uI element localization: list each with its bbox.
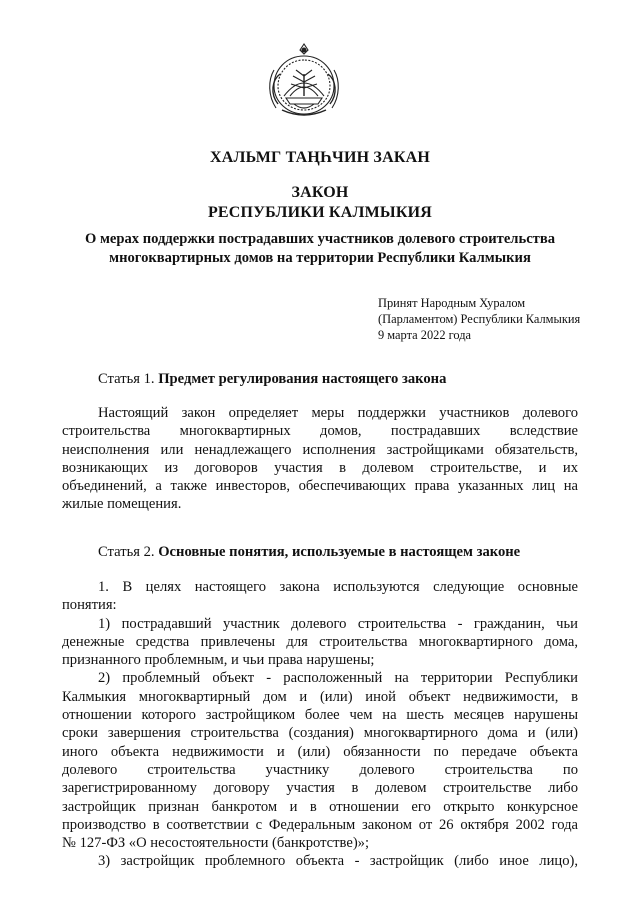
text-line: производство в соответствии с Федеральным законом от 26 октября 2002 года bbox=[62, 816, 578, 833]
text-line: жилые помещения. bbox=[62, 496, 182, 513]
text-line: зарегистрированному договору участия в долевом строительстве либо bbox=[62, 780, 578, 797]
article-2-heading bbox=[98, 543, 520, 562]
republic-name: РЕСПУБЛИКИ КАЛМЫКИЯ bbox=[207, 204, 433, 221]
text-line: строительства многоквартирных домов, пострадавших вследствие bbox=[62, 423, 578, 440]
text-line: иного объекта недвижимости и (или) обязанности по передаче объекта bbox=[62, 743, 578, 760]
text-line: 1) пострадавший участник долевого строительства - гражданин, чьи bbox=[98, 615, 578, 632]
law-title-line: О мерах поддержки пострадавших участников долевого строительства bbox=[84, 231, 556, 247]
text-line: 1. В целях настоящего закона используются следующие основные bbox=[98, 579, 578, 595]
adoption-block bbox=[378, 295, 580, 343]
text-line: сроки завершения строительства (создания) многоквартирного дома и (или) bbox=[62, 725, 578, 742]
coat-of-arms-emblem bbox=[260, 40, 348, 120]
adoption-line: (Парламентом) Республики Калмыкия bbox=[378, 312, 581, 326]
article-title: Основные понятия, используемые в настоящем законе bbox=[158, 544, 521, 560]
text-line: отношении которого застройщиком более чем на шесть месяцев нарушены bbox=[62, 707, 578, 724]
text-line: неисполнения или ненадлежащего исполнения застройщиками обязательств, bbox=[62, 441, 578, 458]
adoption-line: Принят Народным Хуралом bbox=[378, 296, 526, 310]
law-word: ЗАКОН bbox=[291, 184, 349, 201]
law-title-line: многоквартирных домов на территории Республики Калмыкия bbox=[109, 250, 531, 266]
text-line: № 127-ФЗ «О несостоятельности (банкротстве)»; bbox=[62, 835, 370, 852]
text-line: понятия: bbox=[62, 597, 117, 614]
text-line: возникающих из договоров участия в долевом строительстве, и их bbox=[62, 459, 578, 476]
adoption-date: 9 марта 2022 года bbox=[378, 328, 472, 342]
article-2-body bbox=[62, 578, 578, 871]
article-title: Предмет регулирования настоящего закона bbox=[158, 371, 447, 387]
law-title bbox=[40, 230, 600, 268]
text-line: застройщик признан банкротом и в отношении его открыто конкурсное bbox=[62, 798, 578, 815]
text-line: Настоящий закон определяет меры поддержки участников долевого bbox=[98, 405, 578, 421]
text-line: 2) проблемный объект - расположенный на территории Республики bbox=[98, 670, 578, 687]
text-line: 3) застройщик проблемного объекта - застройщик (либо иное лицо), bbox=[98, 853, 578, 870]
article-number: Статья 1. bbox=[98, 371, 155, 387]
text-line: денежные средства привлечены для строительства многоквартирного дома, bbox=[62, 633, 578, 650]
article-1-heading bbox=[98, 370, 446, 389]
text-line: признанного проблемным, и чьи права нарушены; bbox=[62, 652, 375, 669]
article-number: Статья 2. bbox=[98, 544, 155, 560]
article-1-body bbox=[62, 404, 578, 514]
text-line: объединений, а также инвесторов, обеспечивающих права указанных лиц на bbox=[62, 478, 578, 495]
text-line: Калмыкия многоквартирный дом и (или) иной объект недвижимости, в bbox=[62, 688, 578, 705]
kalmyk-title: ХАЛЬМГ ТАҢҺЧИН ЗАКАН bbox=[209, 149, 431, 166]
text-line: долевого строительства участнику долевого строительства по bbox=[62, 761, 578, 778]
